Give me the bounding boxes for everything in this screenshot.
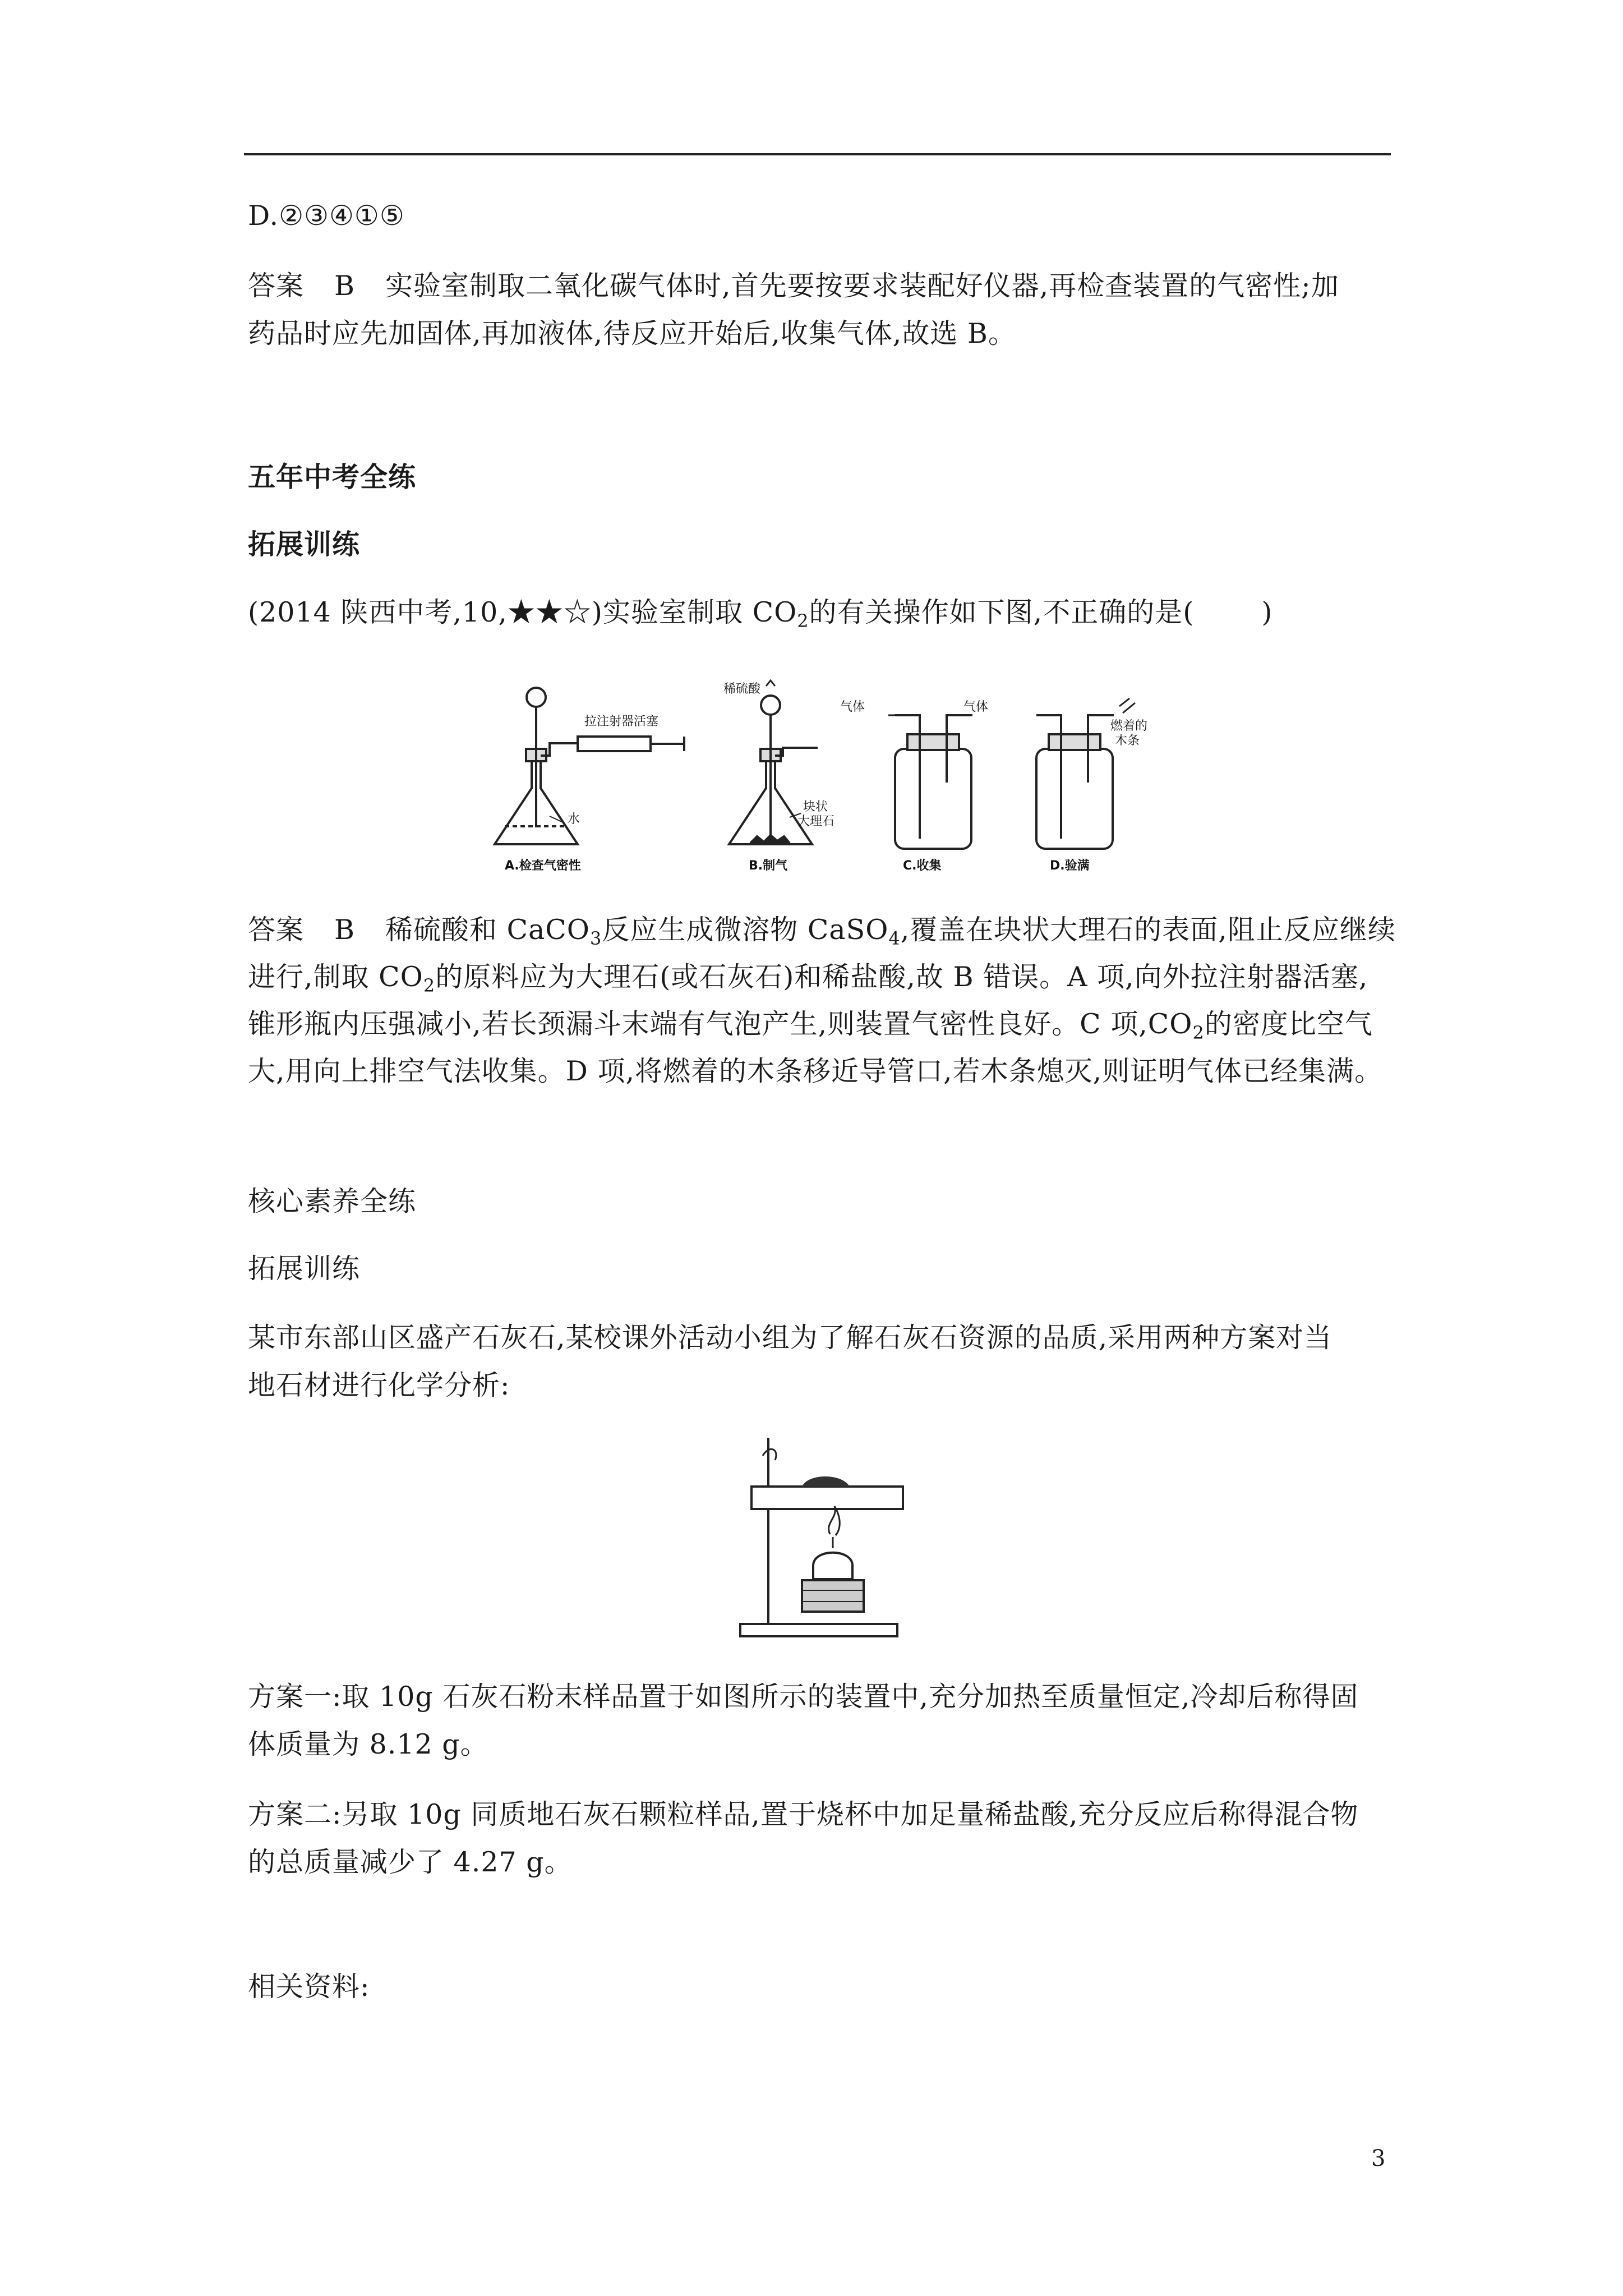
label-gas-d: 气体: [963, 700, 989, 714]
related-materials: 相关资料:: [248, 1971, 370, 2003]
alcohol-lamp: [813, 1553, 852, 1579]
apparatus-c-collection: [888, 715, 972, 849]
header-rule: [244, 153, 1391, 155]
stand-base: [740, 1624, 897, 1636]
apparatus-a-airtight-check: [495, 688, 684, 844]
co2-apparatus-figure: [488, 676, 1150, 878]
plan-2-line-2: 的总质量减少了 4.27 g。: [248, 1846, 573, 1878]
answer-2-line-4: 大,用向上排空气法收集。D 项,将燃着的木条移近导管口,若木条熄灭,则证明气体已经集满。: [248, 1055, 1383, 1087]
plan-1-line-2: 体质量为 8.12 g。: [248, 1728, 488, 1760]
label-burning-stick-1: 燃着的: [1110, 719, 1148, 733]
plan-2-line-1: 方案二:另取 10g 同质地石灰石颗粒样品,置于烧杯中加足量稀盐酸,充分反应后称得混合物: [248, 1798, 1359, 1830]
question-1: (2014 陕西中考,10,★★☆)实验室制取 $CO_2$的有关操作如下图,不正确的是( ): [248, 596, 1273, 632]
label-water: 水: [568, 812, 580, 826]
question-2-intro-1: 某市东部山区盛产石灰石,某校课外活动小组为了解石灰石资源的品质,采用两种方案对当: [248, 1322, 1332, 1354]
label-syringe-piston: 拉注射器活塞: [584, 715, 659, 729]
lamp-block: [802, 1580, 864, 1612]
label-dilute-sulfuric-acid: 稀硫酸: [723, 682, 761, 696]
answer-2-line-3: 锥形瓶内压强减小,若长颈漏斗末端有气泡产生,则装置气密性良好。C 项$,CO_2$的密度比空气: [248, 1008, 1373, 1043]
section-title-five-year: 五年中考全练: [248, 461, 417, 493]
caption-b: B.制气: [749, 859, 788, 873]
answer-text: 实验室制取二氧化碳气体时,首先要按要求装配好仪器,再检查装置的气密性;加: [385, 270, 1339, 302]
plan-1-line-1: 方案一:取 10g 石灰石粉末样品置于如图所示的装置中,充分加热至质量恒定,冷却后称得固: [248, 1681, 1359, 1713]
sample-powder: [802, 1476, 850, 1487]
section-subtitle-extension: 拓展训练: [248, 528, 361, 560]
answer-label: 答案: [248, 270, 305, 302]
caption-a: A.检查气密性: [505, 859, 581, 873]
answer-key: B: [334, 270, 356, 302]
question-2-intro-2: 地石材进行化学分析:: [248, 1369, 510, 1401]
label-burning-stick-2: 木条: [1115, 734, 1140, 748]
answer-2-line-2: 进行,制取 $CO_2$的原料应为大理石(或石灰石)和稀盐酸,故 B 错误。A 项,向外拉注射器活塞,: [248, 961, 1368, 996]
section-subtitle-extension-2: 拓展训练: [248, 1253, 361, 1285]
page-number: 3: [1371, 2146, 1386, 2171]
label-gas-c: 气体: [840, 700, 865, 714]
heating-apparatus-figure: [729, 1433, 909, 1644]
answer-2-line-1: 答案 B 稀硫酸和 CaCO$_3$反应生成微溶物 CaSO$_4$,覆盖在块状大理石的表面,阻止反应继续: [248, 914, 1396, 949]
option-d: D.②③④①⑤: [248, 200, 405, 232]
answer-1-line-1: [248, 269, 1339, 303]
answer-1-line-2: 药品时应先加固体,再加液体,待反应开始后,收集气体,故选 B。: [248, 318, 1016, 349]
caption-c: C.收集: [903, 859, 942, 873]
label-marble-1: 块状: [803, 800, 828, 814]
caption-d: D.验满: [1050, 859, 1090, 873]
label-marble-2: 大理石: [797, 815, 835, 829]
flame: [829, 1506, 840, 1548]
heating-plate: [751, 1487, 903, 1509]
section-title-core-literacy: 核心素养全练: [248, 1185, 417, 1217]
